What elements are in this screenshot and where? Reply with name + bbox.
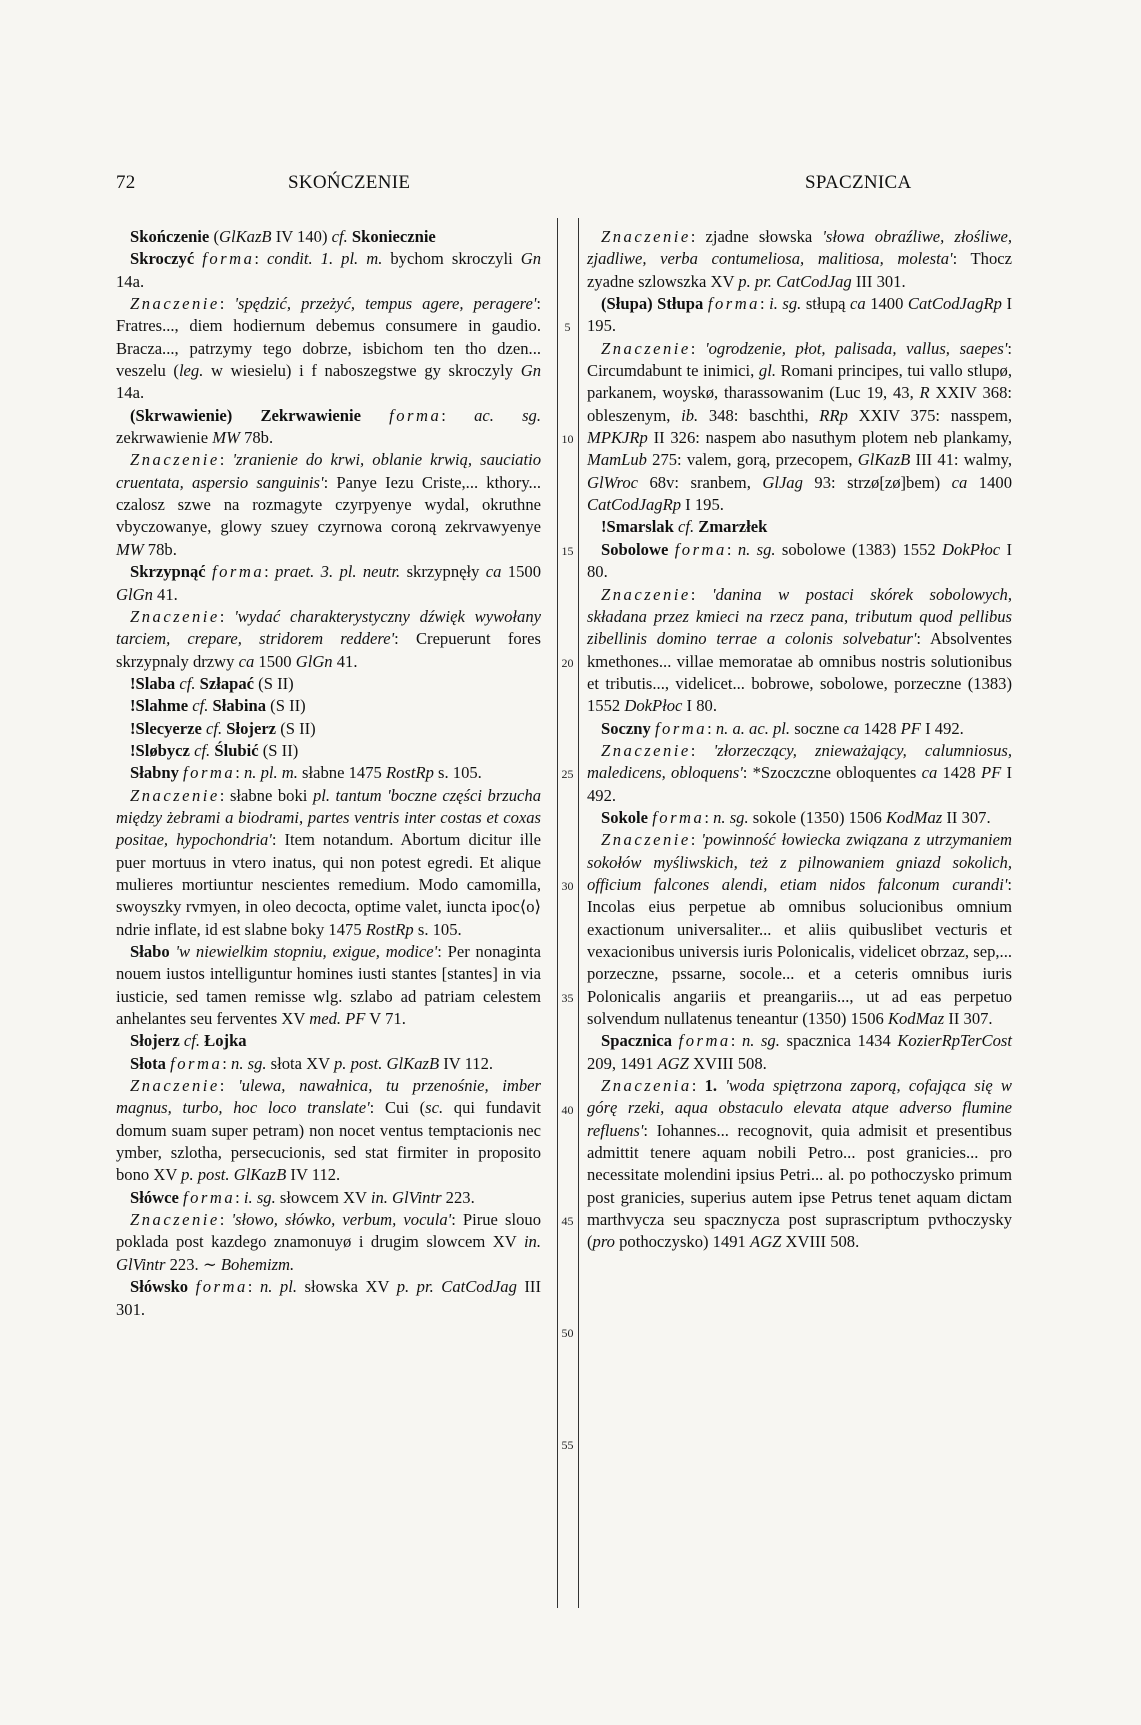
entry-text: AGZ (750, 1232, 782, 1252)
entry-text: forma (674, 539, 727, 559)
entry-text: DokPłoc (942, 539, 1001, 559)
dictionary-entry (116, 449, 541, 561)
entry-text: : (730, 1031, 742, 1051)
entry-text: RostRp (365, 919, 414, 939)
entry-text: med. PF (309, 1009, 366, 1029)
entry-text: cf. (194, 740, 211, 760)
dictionary-entry (116, 293, 541, 405)
entry-text: IV 112. (286, 1165, 341, 1185)
entry-text: : Thocz zyadne szlowszka XV (587, 249, 1012, 291)
right-column (587, 226, 1012, 1254)
entry-text: 'ulewa, nawałnica, tu przenośnie, imber magnus, turbo, hoc loco translate' (116, 1076, 541, 1118)
entry-text: : (726, 539, 738, 559)
entry-text: Łojka (200, 1031, 247, 1051)
dictionary-entry (116, 1053, 541, 1075)
page-number: 72 (116, 172, 136, 193)
entry-text: 1400 (865, 294, 908, 314)
entry-text: : (235, 1187, 244, 1207)
entry-text: Znaczenie (601, 830, 691, 850)
entry-text: Znaczenie (130, 294, 220, 314)
entry-text: gl. (758, 361, 776, 381)
entry-text: PF (980, 763, 1002, 783)
dictionary-entry (587, 1030, 1012, 1075)
entry-text: GlGn (295, 651, 333, 671)
entry-text: : Cui ( (369, 1098, 426, 1118)
left-column (116, 226, 541, 1321)
dictionary-entry (116, 1209, 541, 1276)
entry-text: i. sg. (243, 1187, 276, 1207)
dictionary-entry (116, 248, 541, 293)
entry-text: : (704, 807, 714, 827)
entry-text: 41. (152, 584, 178, 604)
entry-text: 348: baschthi, (698, 405, 820, 425)
entry-text: forma (654, 718, 708, 738)
entry-text: : (235, 763, 244, 783)
entry-text: n. sg. (231, 1053, 267, 1073)
dictionary-entry (116, 673, 541, 695)
entry-text: 78b. (143, 539, 177, 559)
entry-text: n. pl. (259, 1277, 297, 1297)
entry-text: : Circumdabunt te inimici, (587, 338, 1013, 381)
entry-text: I 80. (682, 696, 717, 716)
entry-text: : (247, 1277, 260, 1297)
entry-text: leg. (178, 361, 204, 381)
entry-text: : (219, 606, 235, 626)
entry-text: n. sg. (713, 807, 749, 827)
entry-text: Znaczenie (601, 584, 691, 604)
entry-text: Słojerz (130, 1031, 184, 1051)
entry-text: Znaczenie (601, 338, 691, 358)
line-number: 30 (561, 879, 574, 894)
entry-text: sokole (1350) 1506 (748, 807, 886, 827)
dictionary-entry (116, 561, 541, 606)
entry-text: 'złorzeczący, znieważający, calumniosus, maledicens, obloquens' (587, 740, 1012, 783)
line-number: 45 (561, 1214, 574, 1229)
entry-text: 1500 (254, 651, 296, 671)
entry-text: Romani principes, tui vallo stlupø, parkanem, woyskø, tharassowanim (Luc 19, 43, (587, 361, 1012, 403)
entry-text: Soczny (601, 718, 655, 738)
dictionary-entry (116, 226, 541, 248)
entry-text: Słabny (130, 763, 184, 783)
entry-text: GlKazB (218, 227, 272, 246)
dictionary-entry (587, 539, 1012, 584)
entry-text: ca (843, 718, 860, 738)
dictionary-entry (587, 807, 1012, 829)
entry-text: condit. 1. pl. m. (267, 249, 383, 269)
dictionary-entry (116, 695, 541, 717)
entry-text: 'woda spiętrzona zaporą, cofająca się w górę rzeki, aqua obstaculo elevata atque adverso flumine refluens' (587, 1076, 1012, 1140)
entry-text: DokPłoc (624, 696, 683, 716)
entry-text: : (219, 450, 233, 470)
entry-text: forma (183, 1187, 236, 1207)
entry-text: sc. (425, 1098, 444, 1118)
entry-text: 93: strzø[zø]bem) (802, 472, 952, 492)
entry-text: RostRp (385, 763, 434, 783)
entry-text: Znaczenie (130, 450, 220, 470)
entry-text: Słówce (130, 1187, 183, 1207)
entry-text: Znaczenia (601, 1076, 692, 1096)
entry-text: forma (202, 249, 255, 269)
entry-text: 'danina w postaci skórek sobolowych, składana przez kmieci na rzecz pana, tributum quod pellibus zibellinis domino terrae a colonis solvebatur' (587, 584, 1012, 649)
entry-text: pro (592, 1232, 615, 1252)
entry-text: IV 140) (271, 227, 332, 246)
entry-text: 223. (441, 1187, 475, 1207)
entry-text: Sobolowe (601, 539, 675, 559)
entry-text: n. sg. (741, 1031, 780, 1051)
dictionary-entry (116, 405, 541, 450)
entry-text: III 41: walmy, (910, 450, 1012, 470)
entry-text: GlWroc (587, 472, 639, 492)
entry-text: : (690, 740, 714, 760)
entry-text: : Crepuerunt fores skrzypnaly drzwy (116, 629, 541, 671)
entry-text: !Slaba (130, 673, 180, 693)
entry-text: II 307. (944, 1009, 993, 1029)
entry-text: 68v: sranbem, (638, 472, 763, 492)
entry-text: !Slahme (130, 696, 193, 716)
entry-text: forma (652, 807, 705, 827)
entry-text: Skoniecznie (347, 227, 436, 246)
line-number: 25 (561, 767, 574, 782)
dictionary-entry (116, 1030, 541, 1052)
entry-text: n. a. ac. pl. (715, 718, 791, 738)
entry-text: : Incolas eius perpetue ab omnibus solucionibus omnium exactionum universaliter... et aliis quibuslibet vecturis et vexacionibus universis iuris Polonicalis, videlicet obrzaz, sep,... porzeczne, pssarne, socole... et a ceteris omnibus iuris Polonicalis angariis et preangariis..., ut ad eas perpetuo solvendum nullatenus teneantur (1350) 1506 (587, 874, 1012, 1029)
entry-text: Ślubić (210, 740, 259, 760)
entry-text: forma (211, 562, 265, 582)
entry-text: sobolowe (1383) 1552 (775, 539, 943, 559)
entry-text: IV 112. (439, 1053, 494, 1073)
entry-text: słabne 1475 (297, 763, 386, 783)
entry-text: cf. (183, 1031, 201, 1051)
entry-text: forma (183, 763, 236, 783)
entry-text: ac. sg. (474, 405, 541, 425)
entry-text: Słówsko (130, 1277, 196, 1297)
entry-text: Spacznica (601, 1031, 679, 1051)
entry-text: ( (209, 227, 219, 246)
entry-text: (Słupa) Stłupa (601, 294, 708, 314)
entry-text: : (690, 584, 712, 604)
line-number: 50 (561, 1326, 574, 1341)
entry-text: Bohemizm. (220, 1254, 295, 1274)
entry-text: 78b. (239, 428, 274, 448)
entry-text: n. pl. m. (243, 763, 298, 783)
entry-text: zekrwawienie (116, 428, 213, 448)
entry-text: forma (678, 1031, 731, 1051)
entry-text: III 301. (851, 271, 906, 291)
entry-text: : Per nonaginta nouem iustos intelliguntur homines iusti stantes [stantes] in via iusticie, sed tamen remisse wlg. szlabo ad patriam celestem anhelantes seu ferventes XV (116, 942, 541, 1029)
dictionary-entry (116, 718, 541, 740)
entry-text: forma (389, 405, 442, 425)
entry-text: CatCodJagRp (907, 294, 1002, 314)
dictionary-entry (116, 941, 541, 1030)
entry-text: 14a. (116, 271, 145, 291)
line-number: 5 (564, 320, 571, 335)
entry-text: Słota (130, 1053, 171, 1073)
entry-text: XXIV 375: nasspem, (847, 405, 1012, 425)
entry-text: XVIII 508. (781, 1232, 860, 1252)
entry-text: spacznica 1434 (779, 1031, 898, 1051)
dictionary-entry (116, 762, 541, 784)
entry-text: Skroczyć (130, 249, 203, 269)
column-divider-right (578, 218, 579, 1608)
entry-text: : (219, 1076, 239, 1096)
entry-text: i. sg. (769, 294, 802, 314)
entry-text: : (707, 718, 716, 738)
entry-text: KodMaz (885, 807, 943, 827)
entry-text: bychom skroczyli (382, 249, 521, 269)
entry-text: 'spędzić, przeżyć, tempus agere, peragere' (234, 294, 537, 314)
entry-text: p. post. GlKazB (181, 1165, 287, 1185)
running-head-right: SPACZNICA (805, 172, 912, 193)
entry-text: I 195. (587, 294, 1013, 336)
dictionary-entry (587, 1075, 1012, 1254)
entry-text: Znaczenie (130, 1210, 220, 1230)
entry-text: 'powinność łowiecka związana z utrzymaniem sokołów myśliwskich, też z pilnowaniem gniazd sokolich, officium falcones alendi, etiam nidos falconum curandi' (587, 830, 1012, 894)
entry-text: Znaczenie (601, 740, 691, 760)
entry-text: I 80. (587, 539, 1013, 582)
entry-text: : Fratres..., diem hodiernum debemus consumere in gaudio. Bracza..., patrzymy tego dobrze, isbichom ten tho dzen... veszelu ( (116, 294, 541, 381)
entry-text: słowska XV (296, 1277, 397, 1297)
entry-text: GlGn (116, 584, 153, 604)
entry-text: : *Szoczczne obloquentes (742, 763, 922, 783)
entry-text: 1. (704, 1076, 726, 1096)
entry-text: MW (116, 539, 144, 559)
entry-text: I 195. (681, 495, 724, 515)
entry-text: n. sg. (737, 539, 776, 559)
entry-text: ca (921, 763, 938, 783)
entry-text: 1500 (501, 562, 541, 582)
entry-text: III 301. (116, 1277, 541, 1319)
entry-text: 223. ∼ (165, 1254, 221, 1274)
entry-text: ca (850, 294, 866, 314)
dictionary-entry (587, 516, 1012, 538)
line-number: 15 (561, 543, 574, 558)
entry-text: Gn (520, 361, 541, 381)
entry-text: w wiesielu) i f naboszegstwe gy skroczyly (203, 361, 521, 381)
entry-text: ca (238, 651, 255, 671)
entry-text: : (691, 1076, 705, 1096)
entry-text: (S II) (258, 740, 299, 760)
entry-text: 'ogrodzenie, płot, palisada, vallus, saepes' (705, 338, 1008, 358)
entry-text: : (441, 405, 475, 425)
running-head-left: SKOŃCZENIE (288, 172, 411, 193)
entry-text: Słabo (130, 942, 176, 961)
dictionary-entry (587, 293, 1012, 338)
entry-text: MW (212, 428, 240, 448)
dictionary-entry (116, 606, 541, 673)
entry-text: Znaczenie (130, 1076, 220, 1096)
entry-text: KozierRpTerCost (897, 1031, 1012, 1051)
entry-text: : (264, 562, 276, 582)
dictionary-entry (587, 718, 1012, 740)
entry-text: 'zranienie do krwi, oblanie krwią, sauciatio cruentata, aspersio sanguinis' (116, 450, 541, 492)
entry-text: 'słowo, słówko, verbum, vocula' (231, 1210, 452, 1230)
entry-text: I 492. (587, 763, 1012, 805)
entry-text: 1428 (859, 718, 901, 738)
entry-text: CatCodJagRp (587, 495, 682, 515)
line-number: 40 (561, 1102, 574, 1117)
entry-text: 209, 1491 (587, 1053, 658, 1073)
entry-text: Skończenie (130, 227, 210, 246)
entry-text: p. pr. CatCodJag (738, 271, 852, 291)
entry-text: 'słowa obraźliwe, złośliwe, zjadliwe, verba contumeliosa, malitiosa, molesta' (587, 227, 1012, 269)
entry-text: s. 105. (433, 763, 482, 783)
entry-text: XVIII 508. (688, 1053, 767, 1073)
entry-text: in. GlVintr (116, 1232, 541, 1274)
entry-text: forma (707, 294, 760, 314)
entry-text: pothoczysko) 1491 (614, 1232, 751, 1252)
entry-text: (S II) (266, 696, 306, 716)
entry-text: !Slecyerze (130, 718, 207, 738)
entry-text: : Absolventes kmethones... villae memoratae ab omnibus nostris solutionibus et tributis..., videlicet... bobrowe, sobolowe, porzeczne (1383) 1552 (587, 629, 1012, 716)
dictionary-entry (116, 1276, 541, 1321)
entry-text: : słabne boki (219, 785, 313, 805)
entry-text: ca (485, 562, 502, 582)
entry-text: słowcem XV (275, 1187, 371, 1207)
entry-text: cf. (206, 718, 223, 738)
entry-text: 1428 (937, 763, 981, 783)
line-number: 20 (561, 655, 574, 670)
entry-text: V 71. (365, 1009, 406, 1029)
entry-text: cf. (192, 696, 209, 716)
entry-text: praet. 3. pl. neutr. (275, 562, 401, 582)
dictionary-entry (587, 226, 1012, 293)
entry-text: 'w niewielkim stopniu, exigue, modice' (175, 942, 438, 961)
entry-text: KodMaz (887, 1009, 945, 1029)
entry-text: : (219, 294, 235, 314)
entry-text: 275: valem, gorą, przecopem, (646, 450, 858, 470)
entry-text: forma (195, 1277, 248, 1297)
entry-text: !Smarslak (601, 517, 678, 537)
dictionary-entry (587, 829, 1012, 1030)
entry-text: 14a. (116, 383, 145, 403)
entry-text: cf. (677, 517, 695, 537)
line-number: 35 (561, 990, 574, 1005)
dictionary-entry (587, 584, 1012, 718)
entry-text: in. GlVintr (370, 1187, 442, 1207)
entry-text: : (219, 1210, 232, 1230)
entry-text: PF (900, 718, 921, 738)
entry-text: qui fundavit domum suam super petram) non nocet ventus temptacionis nec ymber, szlotha, persecucionis, sed stat firmiter in proposito bono XV (116, 1098, 541, 1185)
dictionary-entry (116, 785, 541, 941)
entry-text: GlKazB (857, 450, 911, 470)
entry-text: (S II) (254, 673, 294, 693)
entry-text: p. post. GlKazB (333, 1053, 440, 1073)
entry-text: : Panye Iezu Criste,... kthory... czalosz szwe na rozmagyte czyrpyenye wydal, okruthne vbyczowanye, glowy szuey czyrnowa coroną zekrvawyenye (116, 472, 542, 537)
entry-text: (Skrwawienie) Zekrwawienie (130, 405, 390, 425)
entry-text: soczne (790, 718, 844, 738)
dictionary-entry (116, 1187, 541, 1209)
entry-text: Sokole (601, 807, 653, 827)
entry-text: stłupą (801, 294, 850, 314)
entry-text: : (690, 830, 702, 850)
entry-text: MPKJRp (587, 428, 648, 448)
entry-text: I 492. (920, 718, 964, 738)
entry-text: Skrzypnąć (130, 562, 212, 582)
entry-text: : Item notandum. Abortum dicitur ille puer mortuus in vtero inatus, qui non potest egredi. Et alique mulieres mortiuntur nescientes remedium. Modo camomilla, swoyszky rvmyen, in oleo decocta, optime valet, iuncta ipoc⟨o⟩ndrie inflate, id est slabne boky 1475 (116, 830, 541, 939)
entry-text: Słabina (208, 696, 267, 716)
dictionary-entry (116, 740, 541, 762)
entry-text: 41. (332, 651, 358, 671)
line-number: 55 (561, 1437, 574, 1452)
entry-text: 'wydać charakterystyczny dźwięk wywołany tarciem, crepare, stridorem reddere' (116, 606, 541, 649)
entry-text: Zmarzłek (694, 517, 768, 537)
entry-text: Znaczenie (601, 227, 691, 246)
entry-text: MamLub (587, 450, 647, 470)
entry-text: słota XV (266, 1053, 334, 1073)
entry-text: Znaczenie (130, 606, 220, 626)
entry-text: : (690, 338, 706, 358)
entry-text: skrzypnęły (400, 562, 486, 582)
entry-text: s. 105. (413, 919, 462, 939)
entry-text: : zjadne słowska (690, 227, 823, 246)
entry-text: cf. (179, 673, 196, 693)
entry-text: Znaczenie (130, 785, 220, 805)
entry-text: : (222, 1053, 232, 1073)
entry-text: Gn (520, 249, 541, 269)
entry-text: AGZ (657, 1053, 689, 1073)
entry-text: forma (170, 1053, 223, 1073)
line-number: 10 (561, 432, 574, 447)
entry-text: 1400 (967, 472, 1012, 492)
dictionary-entry (116, 1075, 541, 1187)
entry-text: Słojerz (222, 718, 277, 738)
entry-text: II 307. (942, 807, 991, 827)
entry-text: R (919, 383, 930, 403)
entry-text: : (759, 294, 770, 314)
entry-text: (S II) (276, 718, 316, 738)
entry-text: cf. (331, 227, 348, 246)
entry-text: p. pr. CatCodJag (396, 1277, 517, 1297)
entry-text: GlJag (762, 472, 803, 492)
entry-text: Szłapać (195, 673, 255, 693)
entry-text: !Sløbycz (130, 740, 195, 760)
entry-text: ca (951, 472, 968, 492)
column-divider-left (557, 218, 558, 1608)
entry-text: II 326: naspem abo nasuthym plotem neb plankamy, (647, 428, 1012, 448)
entry-text: XXIV 368: obleszenym, (587, 383, 1012, 425)
entry-text: : Iohannes... recognovit, quia admisit et presentibus admittit tenere aquam nobili Petro... post granicies... pro necessitate molendini ipsius Petri... al. po pothoczysko primum post granicies, superius autem ipse Petrus tenet aquam dictam marthvycza seu spacznycza post suprascriptum pvthoczysky ( (587, 1120, 1012, 1252)
entry-text: RRp (819, 405, 848, 425)
dictionary-entry (587, 740, 1012, 807)
dictionary-entry (587, 338, 1012, 517)
entry-text: : Pirue slouo poklada post kazdego znamonuyø i drugim slowcem XV (116, 1210, 541, 1252)
entry-text: : (254, 249, 268, 269)
entry-text: pl. tantum 'boczne części brzucha między żebrami a biodrami, partes ventris inter costas et coxas positae, hypochondria' (116, 785, 541, 850)
entry-text: ib. (681, 405, 699, 425)
